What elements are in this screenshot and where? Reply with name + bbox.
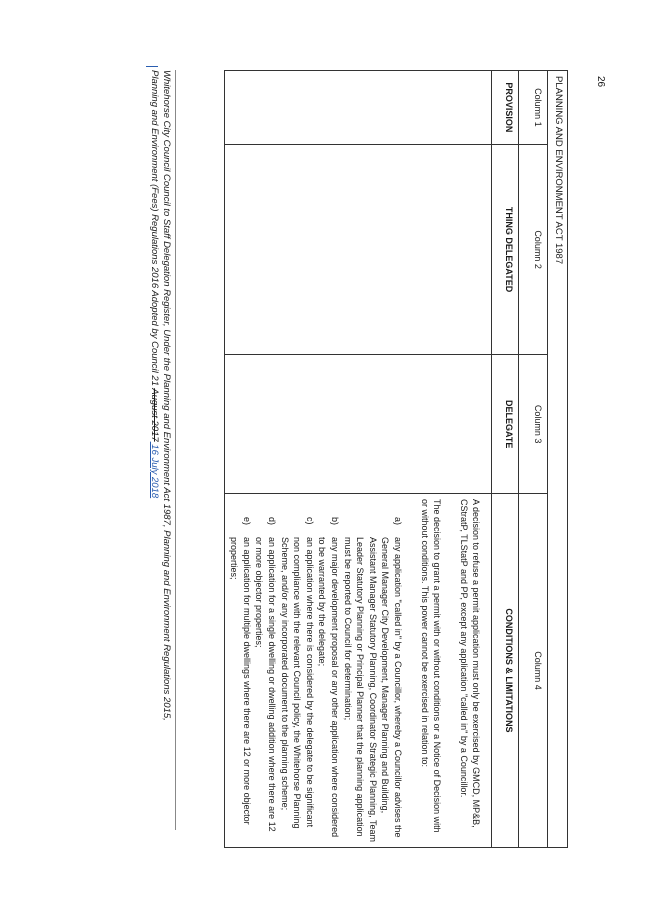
- list-item: e) an application for multiple dwellings where there are 12 or more objector properties;: [229, 516, 252, 825]
- act-title: PLANNING AND ENVIRONMENT ACT 1987: [548, 71, 568, 848]
- footer-deleted-date: August 2017: [149, 388, 160, 442]
- conditions-list: [228, 499, 404, 842]
- column-2-label: Column 2: [519, 144, 548, 355]
- list-item: a) any application "called in" by a Councillor, whereby a Councillor advises the General Manager City Development, Manager Planning and Building, Assistant Manager Statutory Planning, Coordinator Strategic Planning, Team Leader Statutory Planning or Principal Planner that the planning application must be reported to Council for determination;: [342, 516, 404, 842]
- heading-thing-delegated: THING DELEGATED: [492, 144, 519, 355]
- provision-cell: [224, 71, 492, 145]
- heading-provision: PROVISION: [492, 71, 519, 145]
- heading-conditions: CONDITIONS & LIMITATIONS: [492, 493, 519, 847]
- list-item: b) any major development proposal or any other application where considered to be warranted by the delegate;: [317, 516, 341, 838]
- page-number: 26: [595, 76, 606, 88]
- footer-divider: [175, 70, 176, 830]
- column-4-label: Column 4: [519, 493, 548, 847]
- column-1-label: Column 1: [519, 71, 548, 145]
- thing-delegated-cell: [224, 144, 492, 355]
- conditions-cell: [224, 493, 492, 847]
- landscape-page: [80, 70, 580, 850]
- delegation-table: [224, 70, 568, 848]
- heading-delegate: DELEGATE: [492, 355, 519, 494]
- column-3-label: Column 3: [519, 355, 548, 494]
- footer-line-2: [148, 70, 160, 830]
- table-row: [224, 71, 492, 848]
- delegate-cell: [224, 355, 492, 494]
- page-footer: [148, 70, 176, 830]
- footer-inserted-date: 16 July 2018: [149, 441, 160, 499]
- list-item: c) an application where there is considered by the delegate to be significant non compliance with the relevant Council policy, the Whitehorse Planning Scheme, and/or any incorporated document to the planning scheme;: [279, 516, 315, 829]
- change-bar: [146, 66, 158, 67]
- list-item: d) an application for a single dwelling or dwelling addition where there are 12 or more objector properties;: [254, 516, 278, 832]
- conditions-para: The decision to grant a permit with or without conditions or a Notice of Decision with or without conditions. This power cannot be exercised in relation to:: [419, 498, 443, 833]
- footer-line-1: Whitehorse City Council Council to Staff Delegation Register, Under the Planning and Environment Act 1987, Planning and Environment Regulations 2015,: [161, 70, 172, 721]
- conditions-intro: A decision to refuse a permit application must only be exercised by GMCD, MP&B, CStratP, TLStatP and PP, except any application "called in" by a Councillor.: [458, 498, 482, 828]
- footer-adoption-text: Planning and Environment (Fees) Regulations 2016 Adopted by Council 21: [149, 70, 160, 389]
